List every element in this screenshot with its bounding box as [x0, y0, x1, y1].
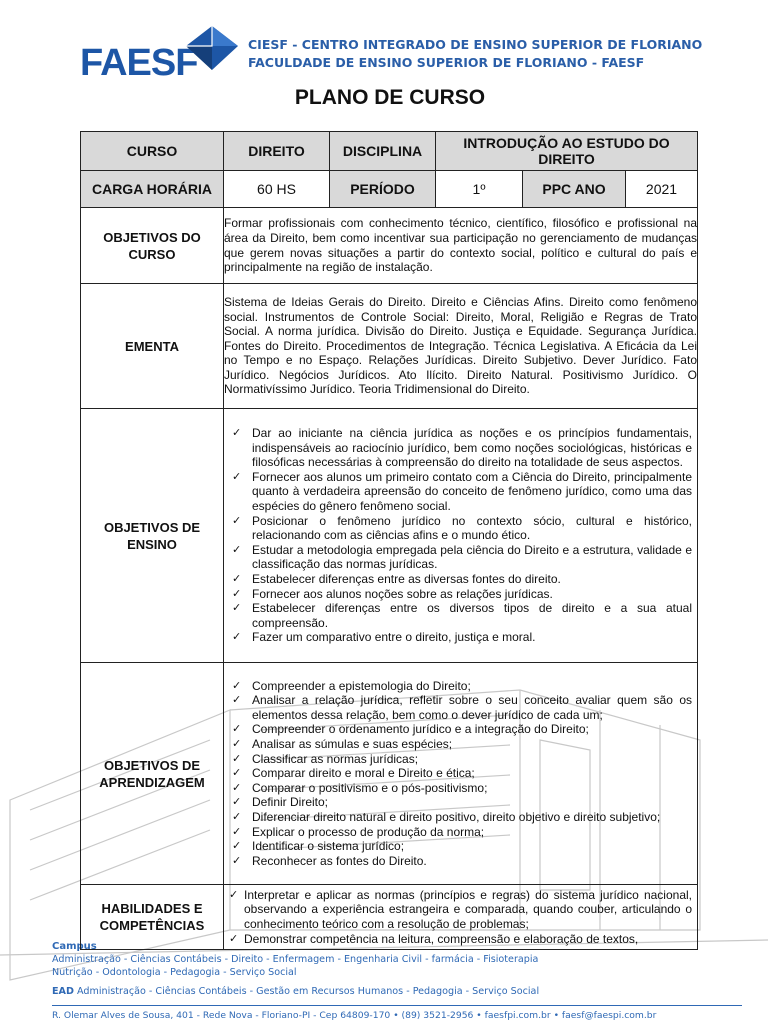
list-item: ✓ Fazer um comparativo entre o direito, justiça e moral. — [252, 630, 692, 645]
workload-row — [81, 171, 698, 208]
list-item: ✓ Analisar a relação jurídica, refletir sobre o seu conceito avaliar quem são os elementos dessa relação, bem como o dever jurídico de cada um; — [252, 693, 692, 722]
faesf-logo: FAESF — [80, 42, 198, 84]
document-title: PLANO DE CURSO — [294, 86, 486, 109]
periodo-label: PERÍODO — [330, 171, 436, 208]
ead-courses — [52, 985, 742, 998]
campus-courses-line-1: Administração - Ciências Contábeis - Direito - Enfermagem - Engenharia Civil - farmácia - Fisioterapia — [52, 954, 539, 965]
periodo-value: 1º — [436, 171, 523, 208]
list-item: ✓ Explicar o processo de produção da norma; — [252, 825, 692, 840]
ppc-value: 2021 — [626, 171, 698, 208]
list-item: ✓ Estudar a metodologia empregada pela ciência do Direito e a estrutura, validade e classificação das normas jurídicas. — [252, 543, 692, 572]
objetivos-aprendizagem-label: OBJETIVOS DE APRENDIZAGEM — [81, 663, 224, 885]
letterhead — [80, 22, 720, 84]
objetivos-ensino-label: OBJETIVOS DE ENSINO — [81, 409, 224, 663]
list-item: ✓ Comparar direito e moral e Direito e ética; — [252, 766, 692, 781]
ementa-text: Sistema de Ideias Gerais do Direito. Direito e Ciências Afins. Direito como fenômeno social. Instrumentos de Controle Social: Direito, Moral, Religião e Regras de Trato Social. A norma jurídica. Divisão do Direito. Justiça e Equidade. Segurança Jurídica. Fontes do Direito. Procedimentos de Integração. Técnica Legislativa. A Eficácia da Lei no Tempo e no Espaço. Relações Jurídicas. Direito Subjetivo. Dever Jurídico. Fato Jurídico. Negócios Jurídicos. Ato Ilícito. Direito Natural. Positivismo Jurídico. O Normativíssimo Jurídico. Teoria Tridimensional do Direito. — [224, 284, 698, 409]
carga-value: 60 HS — [224, 171, 330, 208]
list-item: ✓ Comparar o positivismo e o pós-positivismo; — [252, 781, 692, 796]
objetivos-aprendizagem-list — [224, 679, 697, 869]
list-item: ✓ Estabelecer diferenças entre os diversos tipos de direito e a sua atual compreensão. — [252, 601, 692, 630]
campus-title: Campus — [52, 941, 97, 952]
ementa-row — [81, 284, 698, 409]
list-item: ✓ Estabelecer diferenças entre as diversas fontes do direito. — [252, 572, 692, 587]
list-item: ✓ Fornecer aos alunos noções sobre as relações jurídicas. — [252, 587, 692, 602]
ppc-label: PPC ANO — [523, 171, 626, 208]
letterhead-footer — [52, 940, 742, 1022]
list-item: ✓ Dar ao iniciante na ciência jurídica as noções e os princípios fundamentais, indispensáveis ao raciocínio jurídico, bem como noções sociológicas, históricas e filosóficas necessárias à compreensão do direito na totalidade de seus aspectos. — [252, 426, 692, 470]
ead-course-list: Administração - Ciências Contábeis - Gestão em Recursos Humanos - Pedagogia - Serviço Social — [77, 986, 540, 997]
habilidades-list — [224, 888, 697, 946]
curso-value: DIREITO — [224, 132, 330, 171]
list-item: ✓ Reconhecer as fontes do Direito. — [252, 854, 692, 869]
list-item: ✓ Identificar o sistema jurídico; — [252, 839, 692, 854]
ead-label: EAD — [52, 986, 74, 997]
course-plan-table — [80, 131, 698, 950]
habilidades-cell — [224, 885, 698, 950]
objetivos-aprendizagem-cell — [224, 663, 698, 885]
list-item: ✓ Compreender o ordenamento jurídico e a integração do Direito; — [252, 722, 692, 737]
cube-logo-icon — [184, 24, 240, 72]
curso-label: CURSO — [81, 132, 224, 171]
institution-line-1: CIESF - CENTRO INTEGRADO DE ENSINO SUPERIOR DE FLORIANO — [248, 37, 703, 52]
habilidades-label: HABILIDADES E COMPETÊNCIAS — [81, 885, 224, 950]
disciplina-value: INTRODUÇÃO AO ESTUDO DO DIREITO — [436, 132, 698, 171]
objetivos-ensino-cell — [224, 409, 698, 663]
list-item: ✓ Classificar as normas jurídicas; — [252, 752, 692, 767]
course-row — [81, 132, 698, 171]
objetivos-curso-label: OBJETIVOS DO CURSO — [81, 208, 224, 284]
list-item: ✓ Compreender a epistemologia do Direito; — [252, 679, 692, 694]
list-item: ✓ Posicionar o fenômeno jurídico no contexto sócio, cultural e histórico, relacionando com as ciências afins e o mundo ético. — [252, 514, 692, 543]
campus-courses-line-2: Nutrição - Odontologia - Pedagogia - Serviço Social — [52, 967, 297, 978]
objetivos-curso-text: Formar profissionais com conhecimento técnico, científico, filosófico e profissional na área da Direito, bem como incentivar sua participação no gerenciamento de mudanças que gerem novas situações a partir do contexto social, político e cultural do país e principalmente na região de instalação. — [224, 208, 698, 284]
carga-label: CARGA HORÁRIA — [81, 171, 224, 208]
objetivos-ensino-list — [224, 426, 697, 645]
institution-name — [248, 36, 702, 72]
institution-line-2: FACULDADE DE ENSINO SUPERIOR DE FLORIANO - FAESF — [248, 55, 645, 70]
footer-address: R. Olemar Alves de Sousa, 401 - Rede Nova - Floriano-PI - Cep 64809-170 • (89) 3521-2956 • faesfpi.com.br • faesf@faespi.com.br — [52, 1005, 742, 1022]
objetivos-ensino-row — [81, 409, 698, 663]
list-item: ✓ Diferenciar direito natural e direito positivo, direito objetivo e direito subjetivo; — [252, 810, 692, 825]
ementa-label: EMENTA — [81, 284, 224, 409]
objetivos-curso-row — [81, 208, 698, 284]
list-item: ✓ Definir Direito; — [252, 795, 692, 810]
habilidades-row — [81, 885, 698, 950]
list-item: ✓ Demonstrar competência na leitura, compreensão e elaboração de textos, — [244, 932, 692, 947]
disciplina-label: DISCIPLINA — [330, 132, 436, 171]
list-item: ✓ Fornecer aos alunos um primeiro contato com a Ciência do Direito, principalmente quanto à verdadeira apreensão do conceito de fenômeno jurídico, como uma das espécies do gênero fenômeno social. — [252, 470, 692, 514]
list-item: ✓ Analisar as súmulas e suas espécies; — [252, 737, 692, 752]
list-item: ✓ Interpretar e aplicar as normas (princípios e regras) do sistema jurídico nacional, observando a experiência estrangeira e comparada, quando couber, articulando o conhecimento teórico com a resolução de problemas; — [244, 888, 692, 932]
objetivos-aprendizagem-row — [81, 663, 698, 885]
